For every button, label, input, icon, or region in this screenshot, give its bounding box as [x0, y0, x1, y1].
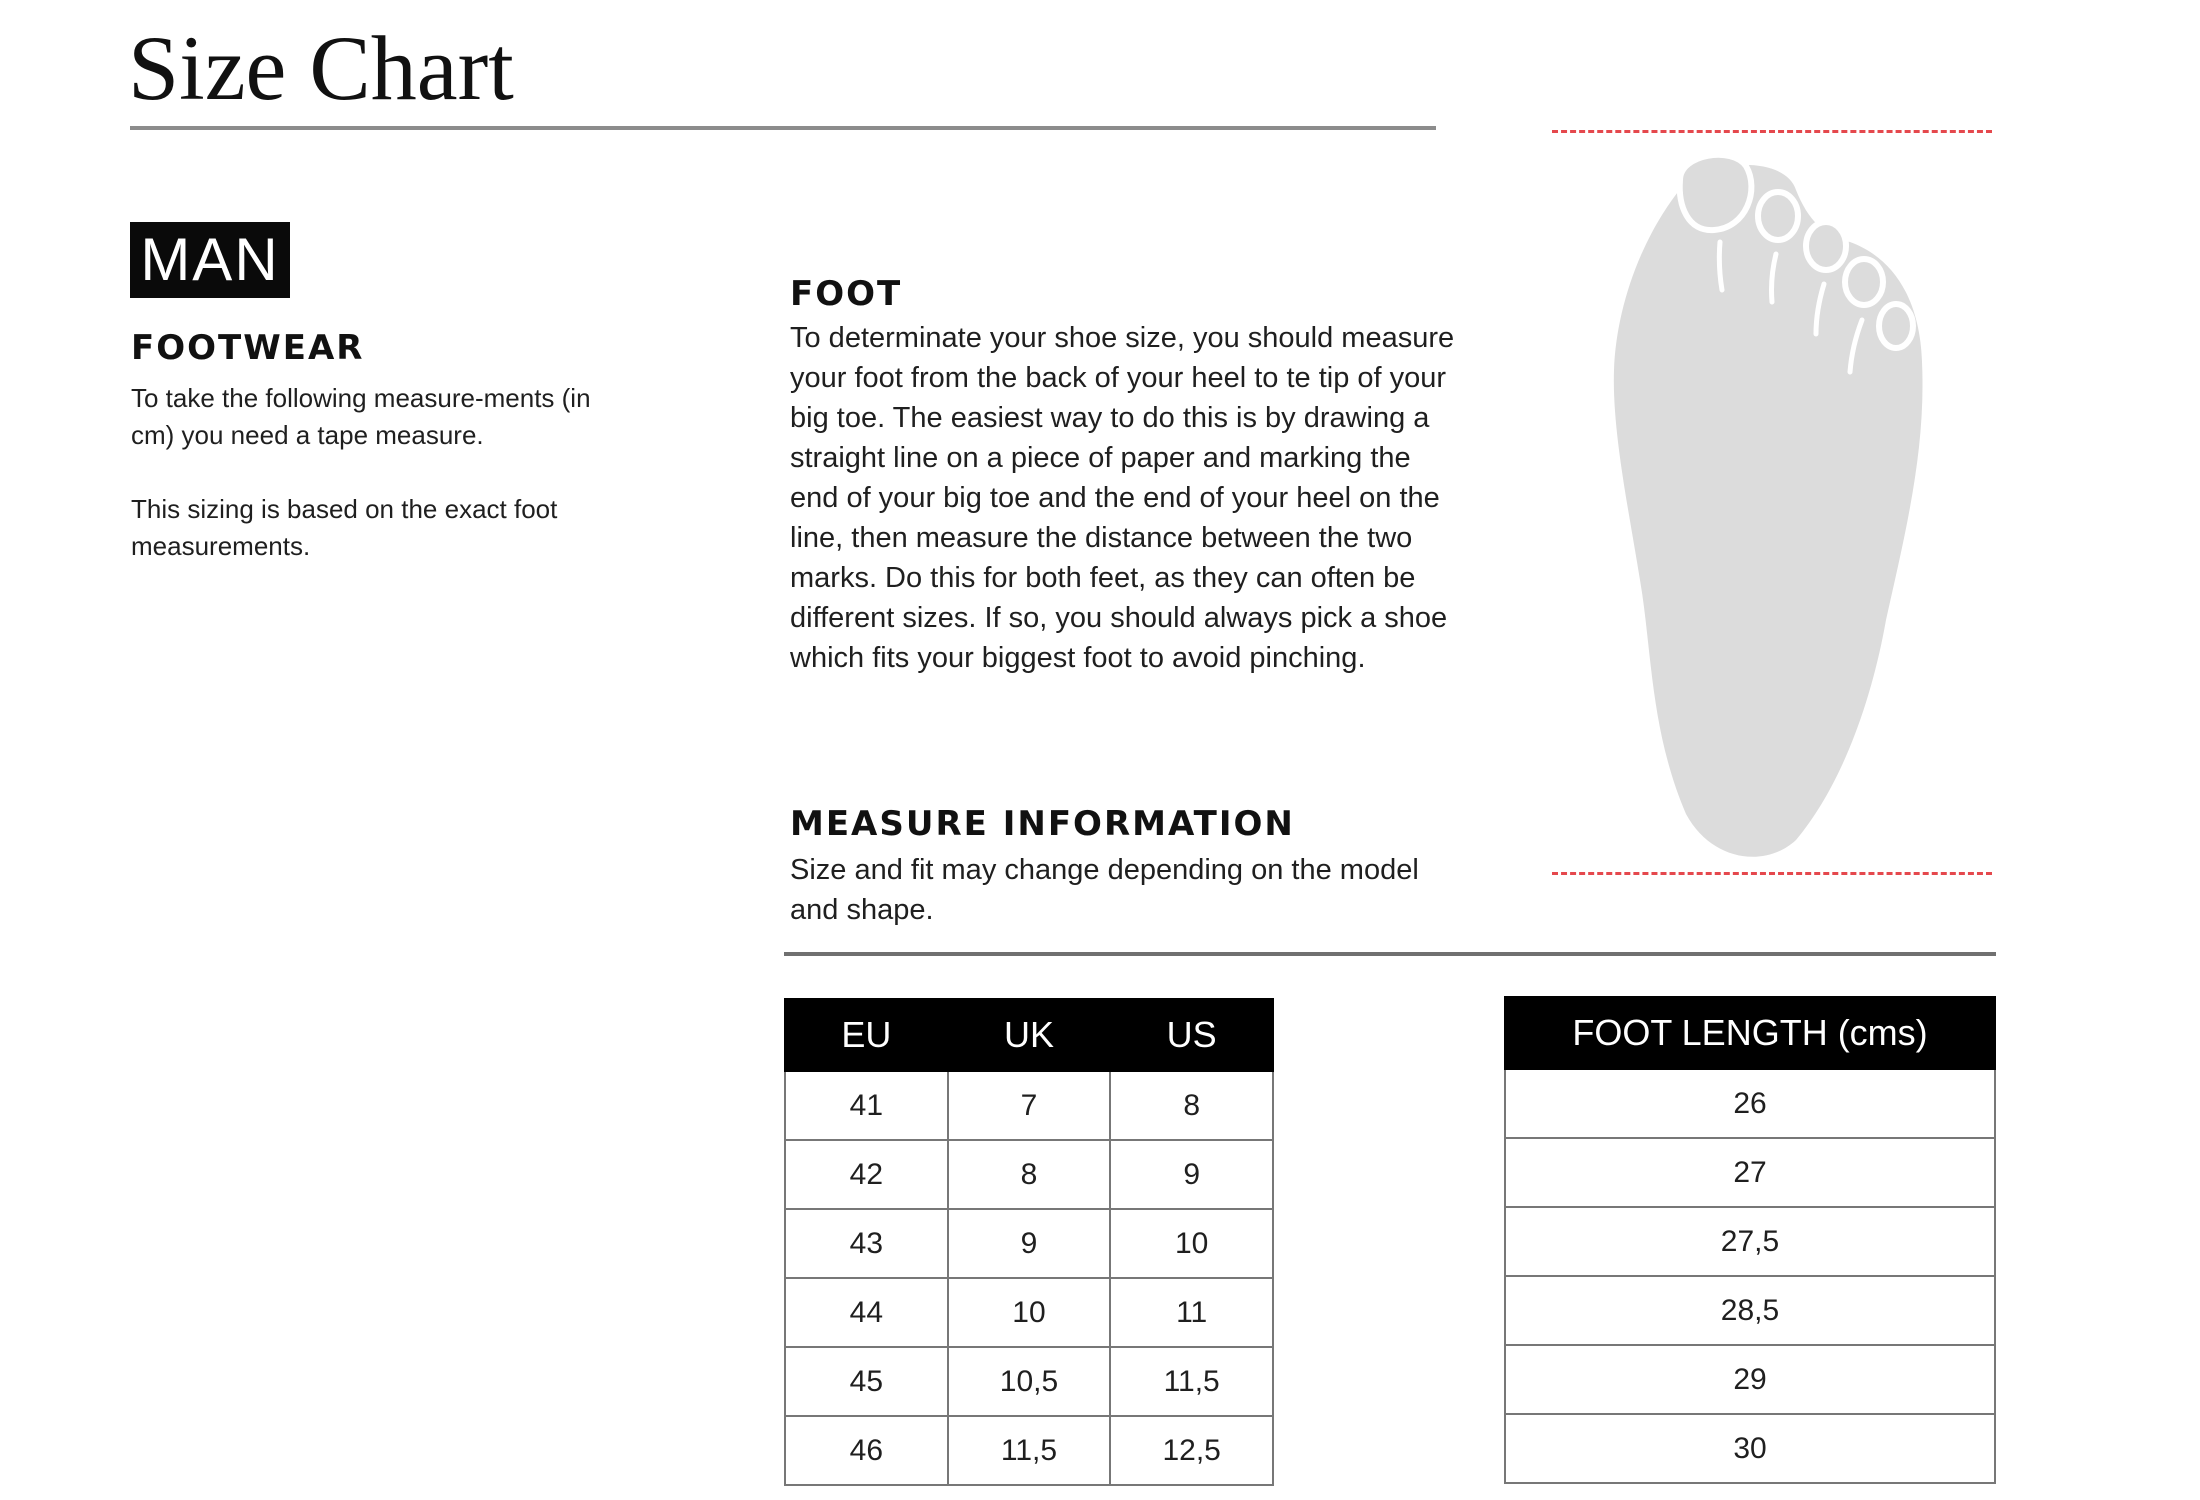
toe-5: [1879, 304, 1913, 348]
foot-length-value: 27: [1505, 1138, 1995, 1207]
us-size: 11,5: [1110, 1347, 1273, 1416]
table-row: [785, 1209, 1273, 1278]
page-title: Size Chart: [128, 17, 514, 119]
uk-size: 9: [948, 1209, 1111, 1278]
table-row: [785, 1140, 1273, 1209]
size-conversion-table: [784, 998, 1274, 1486]
foot-heading: FOOT: [790, 274, 903, 314]
foot-icon: [1600, 150, 1940, 860]
uk-size: 8: [948, 1140, 1111, 1209]
us-size: 9: [1110, 1140, 1273, 1209]
foot-instructions: To determinate your shoe size, you should measure your foot from the back of your heel to te tip of your big toe. The easiest way to do this is by drawing a straight line on a piece of paper and marking the end of your big toe and the end of your heel on the line, then measure the distance between the two marks. Do this for both feet, as they can often be different sizes. If so, you should always pick a shoe which fits your biggest foot to avoid pinching.: [790, 322, 1455, 674]
foot-length-value: 28,5: [1505, 1276, 1995, 1345]
column-header-us: US: [1110, 999, 1273, 1071]
toe-2: [1758, 192, 1798, 240]
table-row: [1505, 1138, 1995, 1207]
table-row: [1505, 1069, 1995, 1138]
table-row: [785, 1071, 1273, 1140]
foot-length-value: 26: [1505, 1069, 1995, 1138]
table-row: [1505, 1276, 1995, 1345]
eu-size: 45: [785, 1347, 948, 1416]
table-row: [1505, 1207, 1995, 1276]
footwear-heading: FOOTWEAR: [131, 328, 365, 368]
measure-information-text: Size and fit may change depending on the model and shape.: [790, 854, 1419, 926]
toe-guide-line: [1552, 130, 1992, 133]
us-size: 12,5: [1110, 1416, 1273, 1485]
column-header-foot-length: FOOT LENGTH (cms): [1505, 997, 1995, 1069]
eu-size: 41: [785, 1071, 948, 1140]
us-size: 11: [1110, 1278, 1273, 1347]
eu-size: 42: [785, 1140, 948, 1209]
table-row: [785, 1278, 1273, 1347]
uk-size: 10: [948, 1278, 1111, 1347]
eu-size: 43: [785, 1209, 948, 1278]
title-divider: [130, 126, 1436, 130]
footwear-instructions: To take the following measure-ments (in cm) you need a tape measure.: [131, 383, 591, 450]
foot-length-value: 30: [1505, 1414, 1995, 1483]
column-header-eu: EU: [785, 999, 948, 1071]
gender-badge: MAN: [130, 222, 290, 298]
table-row: [1505, 1345, 1995, 1414]
foot-length-value: 27,5: [1505, 1207, 1995, 1276]
heel-guide-line: [1552, 872, 1992, 875]
big-toe: [1680, 155, 1752, 230]
eu-size: 46: [785, 1416, 948, 1485]
table-row: [785, 1416, 1273, 1485]
footwear-sizing-note: This sizing is based on the exact foot measurements.: [131, 494, 558, 561]
us-size: 10: [1110, 1209, 1273, 1278]
tables-divider: [784, 952, 1996, 956]
eu-size: 44: [785, 1278, 948, 1347]
foot-length-table: [1504, 996, 1996, 1484]
table-row: [1505, 1414, 1995, 1483]
toe-3: [1806, 222, 1846, 270]
foot-length-value: 29: [1505, 1345, 1995, 1414]
uk-size: 7: [948, 1071, 1111, 1140]
uk-size: 10,5: [948, 1347, 1111, 1416]
us-size: 8: [1110, 1071, 1273, 1140]
table-row: [785, 1347, 1273, 1416]
measure-information-heading: MEASURE INFORMATION: [790, 804, 1295, 844]
uk-size: 11,5: [948, 1416, 1111, 1485]
toe-4: [1845, 259, 1883, 305]
column-header-uk: UK: [948, 999, 1111, 1071]
